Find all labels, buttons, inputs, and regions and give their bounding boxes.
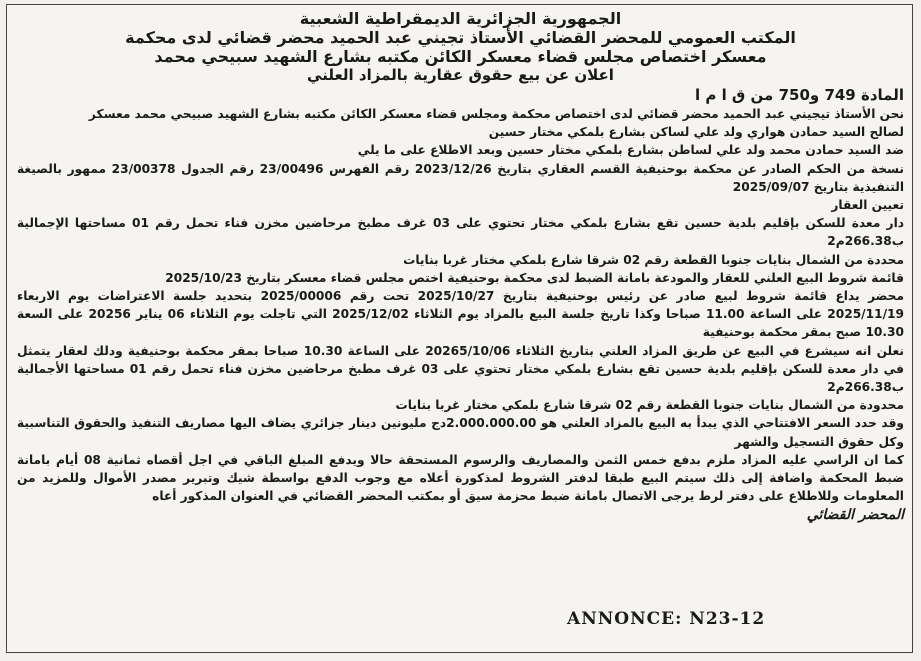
paragraph: محدودة من الشمال بنايات جنوبا القطعة رقم 02 شرقا شارع بلمكي مختار غربا بنايات (395, 398, 904, 413)
paragraph: نسخة من الحكم الصادر عن محكمة بوحنيفية القسم العقاري بتاريخ 2023/12/26 رقم الفهرس 23/00496 رقم الجدول 23/00378 ممهور بالصيغة التنفيذية بتاريخ 2025/09/07 (17, 161, 904, 194)
notice-header (17, 9, 904, 85)
office-line-1: المكتب العمومي للمحضر القضائي الأستاذ تجيني عبد الحميد محضر قضائي لدى محكمة (125, 28, 796, 47)
paragraph: محددة من الشمال بنايات جنوبا القطعة رقم 02 شرقا شارع بلمكي مختار غربا بنايات (403, 252, 904, 267)
notice-content (17, 9, 904, 524)
signature: المحضر القضائي (806, 507, 904, 524)
paragraph: تعيين العقار (831, 198, 904, 213)
paragraph: قائمة شروط البيع العلني للعقار والمودعة بامانة الضبط لدى محكمة بوحنيفية اختص مجلس قضاء معسكر بتاريخ 2025/10/23 (165, 270, 904, 285)
office-line-2: معسكر اختصاص مجلس قضاء معسكر الكائن مكتبه بشارع الشهيد سبيحي محمد (154, 47, 767, 66)
paragraph: دار معدة للسكن بإقليم بلدية حسين تقع بشارع بلمكي مختار تحتوي على 03 غرف مطبخ مرحاضين مخزن فناء تحمل رقم 01 مساحتها الإجمالية ب266.38م2 (17, 216, 904, 249)
paragraph: نحن الأستاذ تيجيني عبد الحميد محضر قضائي لدى اختصاص محكمة ومجلس قضاء معسكر الكائن مكتبه بشارع الشهيد صبيحي محمد معسكر (88, 107, 904, 121)
paragraph: محضر يداع قائمة شروط لبيع صادر عن رئيس بوحنيفية بتاريخ 2025/10/27 تحت رقم 2025/00006 بتحديد جلسة الاعتراضات يوم الاربعاء 2025/11/19 على الساعة 11.00 صباحا وكذا تاريخ جلسة البيع بالمزاد يوم الثلاثاء 2025/12/02 التي تاجلت يوم الثلاثاء 06 يناير 20256 على السعة 10.30 صبح بمقر محكمة بوحنيفية (17, 289, 905, 340)
paragraph: نعلن انه سيشرع في البيع عن طريق المزاد العلني بتاريخ الثلاثاء 20265/10/06 على الساعة 10.30 صباحا بمقر محكمة بوحنيفية ودلك لعقار يتمثل في دار معدة للسكن بإقليم بلدية حسين تقع بشارع بلمكي مختار تحتوي على 03 غرف مطبخ مرحاضين مخزن فناء تحمل رقم 01 مساحتها الأجمالية ب266.38م2 (17, 343, 904, 395)
paragraph: كما ان الراسي عليه المزاد ملزم بدفع خمس الثمن والمصاريف والرسوم المستحقة حالا ويدفع المبلغ الباقي في اجل أقصاه ثمانية 08 أيام بامانة ضبط المحكمة واضافة إلى ذلك سيتم البيع طبقا لدفتر الشروط لمذكورة أعلاه مع وجوب الدفع بواسطة شيك وتبرير مصدر الأموال وللمزيد من المعلومات وللاطلاع على دفتر لرط يرجى الاتصال بامانة ضبط محزمة سيق أو بمكتب المحضر القضائي في العنوان المذكور أعاه (17, 452, 904, 504)
paragraph: ضد السيد حمادن محمد ولد علي لساطن بشارع بلمكي مختار حسين وبعد الاطلاع على ما يلي (357, 143, 904, 158)
legal-article: المادة 749 و750 من ق ا م ا (694, 86, 904, 104)
notice-subject: اعلان عن بيع حقوق عقارية بالمزاد العلني (307, 66, 614, 84)
paragraph: لصالح السيد حمادن هواري ولد علي لساكن بشارع بلمكي مختار حسين (488, 125, 904, 140)
notice-body (17, 105, 904, 505)
paragraph: وقد حدد السعر الافتتاحي الذي يبدأ به البيع بالمزاد العلني هو 2.000.000.00دج مليونين دينار جزائري يضاف اليها مصاريف التنفيذ والحقوق التناسبية وكل حقوق التسجيل والشهر (17, 416, 905, 449)
notice-frame (6, 4, 913, 653)
republic-title: الجمهورية الجزائرية الديمقراطية الشعبية (299, 9, 622, 28)
annonce-number: ANNONCE: N23-12 (567, 609, 766, 629)
